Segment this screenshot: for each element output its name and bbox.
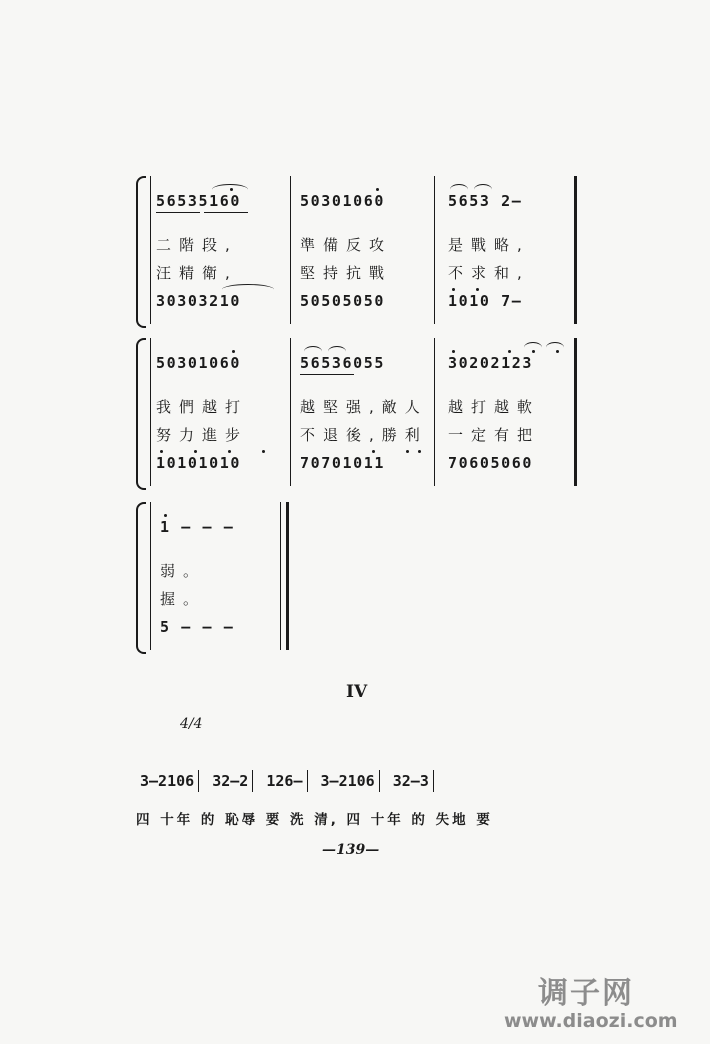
time-signature: 4/4 <box>180 716 203 732</box>
lyric-line-1: 二階段, <box>156 236 238 254</box>
barline <box>290 176 291 324</box>
lyric-line-1: 弱。 <box>160 562 207 580</box>
measure <box>160 502 280 650</box>
lyric-line-1: 我們越打 <box>156 398 249 416</box>
barline <box>574 176 577 324</box>
melody-line <box>140 770 438 792</box>
lower-notes: 30303210 <box>156 292 242 310</box>
score-system-3 <box>136 502 286 650</box>
barline <box>434 176 435 324</box>
lyric-line-1: 準備反攻 <box>300 236 393 254</box>
lyric-line-1: 越打越軟 <box>448 398 541 416</box>
system-brace <box>136 176 146 328</box>
system-brace <box>136 338 146 490</box>
barline <box>280 502 281 650</box>
lower-notes: 1010 7— <box>448 292 523 310</box>
lower-notes: 50505050 <box>300 292 386 310</box>
lyric-line-2: 汪精衛, <box>156 264 238 282</box>
lyric-line-1: 越堅强,敵人 <box>300 398 428 416</box>
lyric-line-2: 握。 <box>160 590 207 608</box>
upper-notes: 50301060 <box>156 354 242 372</box>
score-system-1 <box>136 176 576 324</box>
measure <box>156 176 286 324</box>
melody-measure: 32—2 <box>212 771 249 790</box>
measure <box>300 176 428 324</box>
melody-measure: 3—2106 <box>140 771 195 790</box>
section-title: IV <box>346 682 368 702</box>
upper-notes: 56535160 <box>156 192 242 210</box>
melody-measure: 126— <box>266 771 303 790</box>
melody-measure: 32—3 <box>392 771 429 790</box>
melody-measure: 3—2106 <box>320 771 375 790</box>
score-system-2 <box>136 338 576 486</box>
upper-notes: 50301060 <box>300 192 386 210</box>
lyric-line-2: 努力進步 <box>156 426 249 444</box>
watermark-name: 调子网 <box>538 976 634 1011</box>
system-brace <box>136 502 146 654</box>
measure <box>300 338 428 486</box>
lower-notes: 70605060 <box>448 454 534 472</box>
lower-notes: 5 — — — <box>160 618 235 636</box>
barline <box>290 338 291 486</box>
lower-notes: 70701011 <box>300 454 386 472</box>
melody-lyrics: 四 十年 的 恥辱 要 洗 清, 四 十年 的 失地 要 <box>136 812 493 828</box>
final-barline <box>286 502 289 650</box>
barline <box>434 338 435 486</box>
measure <box>156 338 286 486</box>
measure <box>448 176 568 324</box>
upper-notes: 30202123 <box>448 354 534 372</box>
lower-notes: 10101010 <box>156 454 242 472</box>
upper-notes: 5653 2— <box>448 192 523 210</box>
page-number: —139— <box>322 842 380 858</box>
lyric-line-2: 不求和, <box>448 264 530 282</box>
measure <box>448 338 568 486</box>
lyric-line-1: 是戰略, <box>448 236 530 254</box>
upper-notes: 1 — — — <box>160 518 235 536</box>
lyric-line-2: 堅持抗戰 <box>300 264 393 282</box>
lyric-line-2: 不退後,勝利 <box>300 426 428 444</box>
lyric-line-2: 一定有把 <box>448 426 541 444</box>
upper-notes: 56536055 <box>300 354 386 372</box>
watermark-url: www.diaozi.com <box>504 1010 678 1032</box>
barline <box>574 338 577 486</box>
barline <box>150 176 151 324</box>
barline <box>150 338 151 486</box>
barline <box>150 502 151 650</box>
